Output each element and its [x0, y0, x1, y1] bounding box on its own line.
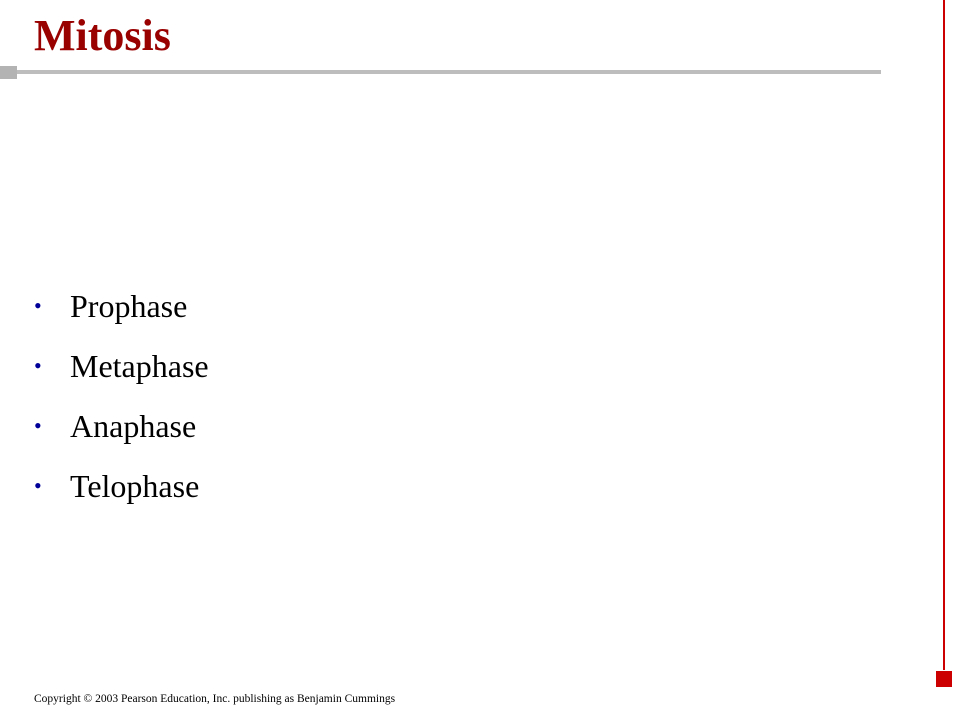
title-rule	[17, 70, 881, 74]
bullet-marker: •	[34, 413, 42, 438]
bullet-marker: •	[34, 293, 42, 318]
title-rule-square	[0, 66, 17, 79]
bullet-text-anaphase: Anaphase	[70, 407, 197, 444]
bullet-item	[34, 336, 209, 396]
bullet-marker: •	[34, 473, 42, 498]
bullet-text-prophase: Prophase	[70, 287, 188, 324]
bullet-item	[34, 456, 209, 516]
copyright-footer: Copyright © 2003 Pearson Education, Inc. publishing as Benjamin Cummings	[34, 693, 396, 705]
bullet-item	[34, 276, 209, 336]
bullet-marker: •	[34, 353, 42, 378]
bullet-text-telophase: Telophase	[70, 467, 200, 504]
slide-title: Mitosis	[34, 11, 171, 60]
bullet-item	[34, 396, 209, 456]
right-accent-line	[943, 0, 945, 670]
bullet-list	[34, 276, 209, 516]
corner-accent-square	[936, 671, 952, 687]
bullet-text-metaphase: Metaphase	[70, 347, 209, 384]
